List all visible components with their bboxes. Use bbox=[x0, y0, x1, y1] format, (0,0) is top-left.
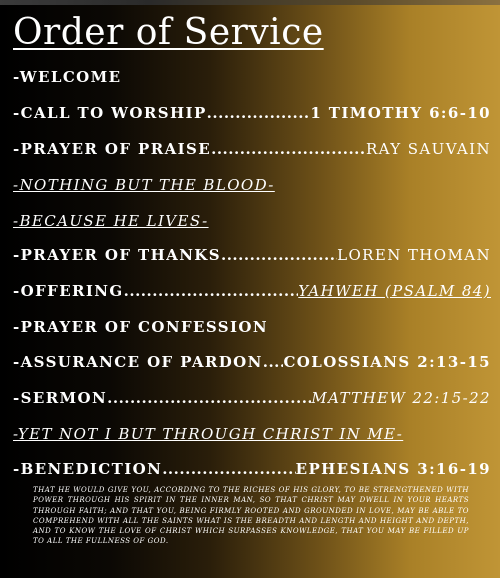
item-label: -ASSURANCE OF PARDON bbox=[13, 353, 263, 371]
item-song: YAHWEH (PSALM 84) bbox=[298, 282, 491, 300]
item-label: -OFFERING bbox=[13, 282, 124, 300]
dot-leader bbox=[124, 281, 299, 301]
benediction-verse-text: THAT HE WOULD GIVE YOU, ACCORDING TO THE RICHES OF HIS GLORY, TO BE STRENGTHENED WITH POWER THROUGH HIS SPIRIT IN THE INNER MAN, SO THAT CHRIST MAY DWELL IN YOUR HEARTS THROUGH FAITH; AND THAT YOU, BEING FIRMLY ROOTED AND GROUNDED IN LOVE, MAY BE ABLE TO COMPREHEND WITH ALL THE SAINTS WHAT IS THE BREADTH AND LENGTH AND HEIGHT AND DEPTH, AND TO KNOW THE LOVE OF CHRIST WHICH SURPASSES KNOWLEDGE, THAT YOU MAY BE FILLED UP TO ALL THE FULLNESS OF GOD. bbox=[33, 486, 469, 546]
song-yet-not-i: -YET NOT I BUT THROUGH CHRIST IN ME- bbox=[13, 425, 404, 443]
item-label: -CALL TO WORSHIP bbox=[13, 104, 207, 122]
dot-leader bbox=[221, 245, 337, 265]
item-reference: EPHESIANS 3:16-19 bbox=[295, 460, 491, 478]
item-label: -PRAYER OF THANKS bbox=[13, 246, 221, 264]
item-label: -PRAYER OF CONFESSION bbox=[13, 318, 268, 336]
item-label: -PRAYER OF PRAISE bbox=[13, 140, 212, 158]
item-reference: COLOSSIANS 2:13-15 bbox=[283, 353, 491, 371]
item-reference: MATTHEW 22:15-22 bbox=[311, 389, 491, 407]
item-leader-name: LOREN THOMAN bbox=[337, 246, 491, 264]
service-item-sermon bbox=[13, 388, 491, 408]
page-title: Order of Service bbox=[13, 12, 324, 53]
service-item-prayer-of-thanks bbox=[13, 245, 491, 265]
item-label: -SERMON bbox=[13, 389, 108, 407]
service-item-benediction bbox=[13, 459, 491, 479]
service-item-prayer-of-confession bbox=[13, 317, 491, 337]
item-label: -WELCOME bbox=[13, 68, 122, 86]
item-leader-name: RAY SAUVAIN bbox=[365, 140, 491, 158]
song-because-he-lives: -BECAUSE HE LIVES- bbox=[13, 212, 209, 230]
dot-leader bbox=[162, 459, 295, 479]
top-edge-strip bbox=[0, 0, 500, 5]
item-reference: 1 TIMOTHY 6:6-10 bbox=[310, 104, 491, 122]
service-item-call-to-worship bbox=[13, 103, 491, 123]
item-label: -BENEDICTION bbox=[13, 460, 163, 478]
dot-leader bbox=[207, 103, 311, 123]
service-item-offering bbox=[13, 281, 491, 301]
dot-leader bbox=[107, 388, 311, 408]
dot-leader bbox=[211, 139, 366, 159]
dot-leader bbox=[263, 352, 284, 372]
service-item-welcome bbox=[13, 67, 491, 87]
song-nothing-but-the-blood: -NOTHING BUT THE BLOOD- bbox=[13, 176, 275, 194]
service-item-assurance-of-pardon bbox=[13, 352, 491, 372]
service-item-prayer-of-praise bbox=[13, 139, 491, 159]
